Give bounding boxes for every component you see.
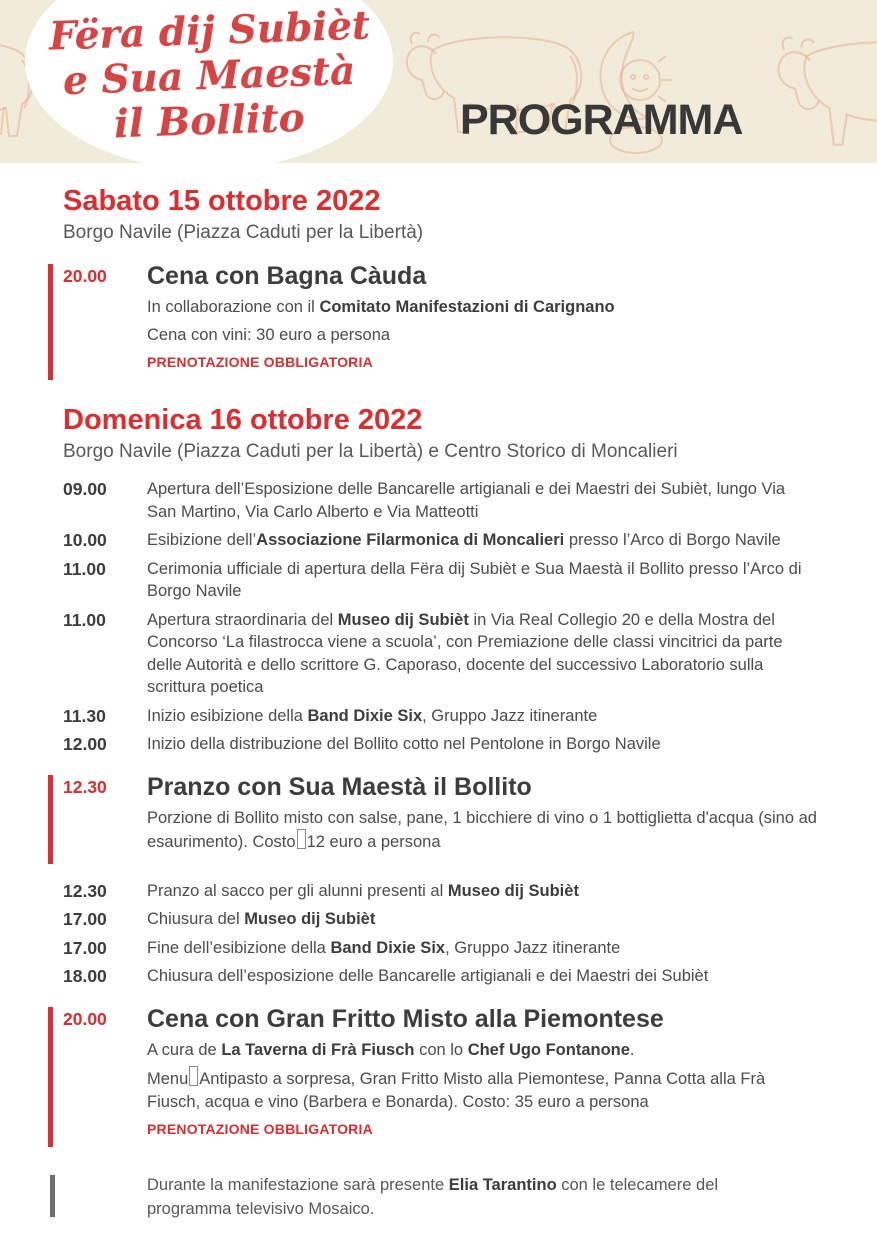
day-title: Sabato 15 ottobre 2022 (63, 185, 381, 217)
closing-note (63, 1173, 817, 1221)
text-segment: Apertura dell’Esposizione delle Bancarelle artigianali e dei Maestri dei Subièt, lungo Via San Martino, Via Carlo Alberto e Via Matteotti (147, 480, 786, 521)
text-segment: Menu (147, 1070, 189, 1088)
schedule-row (63, 558, 817, 603)
featured-event (63, 772, 817, 866)
row-text (147, 705, 597, 728)
time-label: 11.00 (63, 558, 106, 579)
day-title: Domenica 16 ottobre 2022 (63, 404, 423, 436)
schedule-row (63, 609, 817, 699)
text-segment: Cerimonia ufficiale di apertura della Fëra dij Subièt e Sua Maestà il Bollito presso l’Arco di Borgo Navile (147, 559, 802, 600)
day-section (63, 404, 817, 1149)
schedule-row (63, 965, 817, 988)
event-description (147, 1039, 817, 1062)
event-accent-bar (48, 264, 53, 380)
event-logo (25, 0, 393, 163)
bold-text-segment: Museo dij Subièt (447, 881, 579, 900)
text-segment: Durante la manifestazione sarà presente (147, 1176, 449, 1194)
time-label: 12.00 (63, 734, 107, 754)
text-segment: in Via Real Collegio 20 e della Mostra del Concorso ‘La filastrocca viene a scuola’, con Premiazione delle classi vincitrici da parte delle Autorità e dello scrittore G. Caporaso, docente del successivo Laboratorio sulla scrittura poetica (147, 610, 783, 696)
row-text (147, 937, 620, 960)
event-time: 20.00 (63, 1008, 107, 1029)
text-segment: Chiusura del (147, 910, 245, 928)
text-segment: Porzione di Bollito misto con salse, pane, 1 bicchiere di vino o 1 bottiglietta d'acqua (sino ad esaurimento). Costo (147, 808, 817, 851)
logo-title-line-3: il Bollito (112, 94, 306, 147)
schedule-row (63, 908, 817, 931)
bold-text-segment: Band Dixie Six (307, 706, 423, 725)
schedule-row (63, 733, 817, 756)
booking-notice: PRENOTAZIONE OBBLIGATORIA (147, 354, 373, 370)
event-title: Cena con Bagna Càuda (147, 262, 427, 290)
missing-glyph-box (189, 1066, 198, 1086)
time-label: 10.00 (63, 530, 107, 550)
text-segment: , Gruppo Jazz itinerante (445, 938, 621, 957)
text-segment: con le telecamere del programma televisivo Mosaico. (147, 1176, 719, 1218)
row-text (147, 609, 817, 699)
event-accent-bar (48, 775, 53, 864)
row-text (147, 733, 661, 756)
bold-text-segment: Chef Ugo Fontanone (467, 1040, 630, 1059)
featured-event (63, 1004, 817, 1150)
row-text (147, 529, 781, 552)
text-segment: 12 euro a persona (306, 833, 441, 851)
bold-text-segment: Comitato Manifestazioni di Carignano (319, 298, 615, 316)
text-segment: presso l’Arco di Borgo Navile (564, 531, 781, 549)
schedule-row (63, 705, 817, 728)
row-text (147, 558, 817, 603)
time-label: 11.30 (63, 705, 106, 726)
schedule-row (63, 478, 817, 523)
event-time: 20.00 (63, 266, 107, 286)
text-segment: Fine dell’esibizione della (147, 938, 331, 957)
text-segment: Cena con vini: 30 euro a persona (147, 325, 391, 344)
event-time: 12.30 (63, 776, 107, 797)
booking-notice: PRENOTAZIONE OBBLIGATORIA (147, 1121, 373, 1137)
text-segment: Chiusura dell’esposizione delle Bancarelle artigianali e dei Maestri dei Subièt (147, 967, 709, 985)
row-text (147, 908, 375, 931)
event-title: Pranzo con Sua Maestà il Bollito (147, 772, 532, 801)
bold-text-segment: La Taverna di Frà Fiusch (221, 1040, 415, 1059)
schedule-list (63, 880, 817, 988)
day-section (63, 185, 817, 382)
text-segment: In collaborazione con il (147, 298, 320, 316)
text-segment: A cura de (147, 1040, 222, 1059)
text-segment: , Gruppo Jazz itinerante (422, 706, 598, 725)
text-segment: . (629, 1040, 635, 1059)
schedule-list (63, 478, 817, 756)
text-segment: Antipasto a sorpresa, Gran Fritto Misto alla Piemontese, Panna Cotta alla Frà Fiusch, acqua e vino (Barbera e Bonarda). Costo: 35 euro a persona (147, 1070, 766, 1111)
event-description (147, 324, 817, 347)
text-segment: Inizio esibizione della (147, 706, 308, 725)
header-banner (0, 0, 877, 163)
schedule-row (63, 880, 817, 903)
bold-text-segment: Band Dixie Six (330, 938, 446, 957)
program (0, 185, 877, 1221)
schedule-row (63, 937, 817, 960)
day-subtitle: Borgo Navile (Piazza Caduti per la Libertà) e Centro Storico di Moncalieri (63, 441, 678, 462)
time-label: 11.00 (63, 609, 106, 630)
bold-text-segment: Museo dij Subièt (337, 610, 469, 629)
text-segment: con lo (414, 1040, 468, 1059)
event-title: Cena con Gran Fritto Misto alla Piemontese (147, 1004, 664, 1033)
text-segment: Pranzo al sacco per gli alunni presenti al (147, 881, 448, 900)
text-segment: Apertura straordinaria del (147, 610, 338, 629)
time-label: 17.00 (63, 937, 107, 958)
time-label: 12.30 (63, 880, 107, 901)
text-segment: Inizio della distribuzione del Bollito cotto nel Pentolone in Borgo Navile (147, 735, 661, 753)
schedule-row (63, 529, 817, 552)
text-segment: Esibizione dell’ (147, 531, 257, 549)
time-label: 09.00 (63, 479, 107, 499)
bold-text-segment: Museo dij Subièt (244, 910, 376, 928)
row-text (147, 880, 579, 903)
event-accent-bar (48, 1007, 53, 1148)
row-text (147, 965, 708, 988)
featured-event (63, 261, 817, 382)
event-description (147, 807, 817, 854)
bold-text-segment: Associazione Filarmonica di Moncalieri (256, 531, 565, 549)
row-text (147, 478, 817, 523)
event-description (147, 296, 817, 319)
logo-title-line-2: e Sua Maestà (62, 47, 356, 104)
day-subtitle: Borgo Navile (Piazza Caduti per la Libertà) (63, 222, 424, 243)
missing-glyph-box (297, 829, 306, 849)
time-label: 17.00 (63, 909, 107, 929)
bold-text-segment: Elia Tarantino (448, 1176, 557, 1194)
logo-title-line-1: Fëra dij Subièt (47, 1, 371, 60)
time-label: 18.00 (63, 966, 107, 986)
note-accent-bar (50, 1175, 55, 1217)
note-text (147, 1173, 737, 1221)
page-title: PROGRAMMA (460, 96, 743, 144)
event-description (147, 1066, 817, 1113)
